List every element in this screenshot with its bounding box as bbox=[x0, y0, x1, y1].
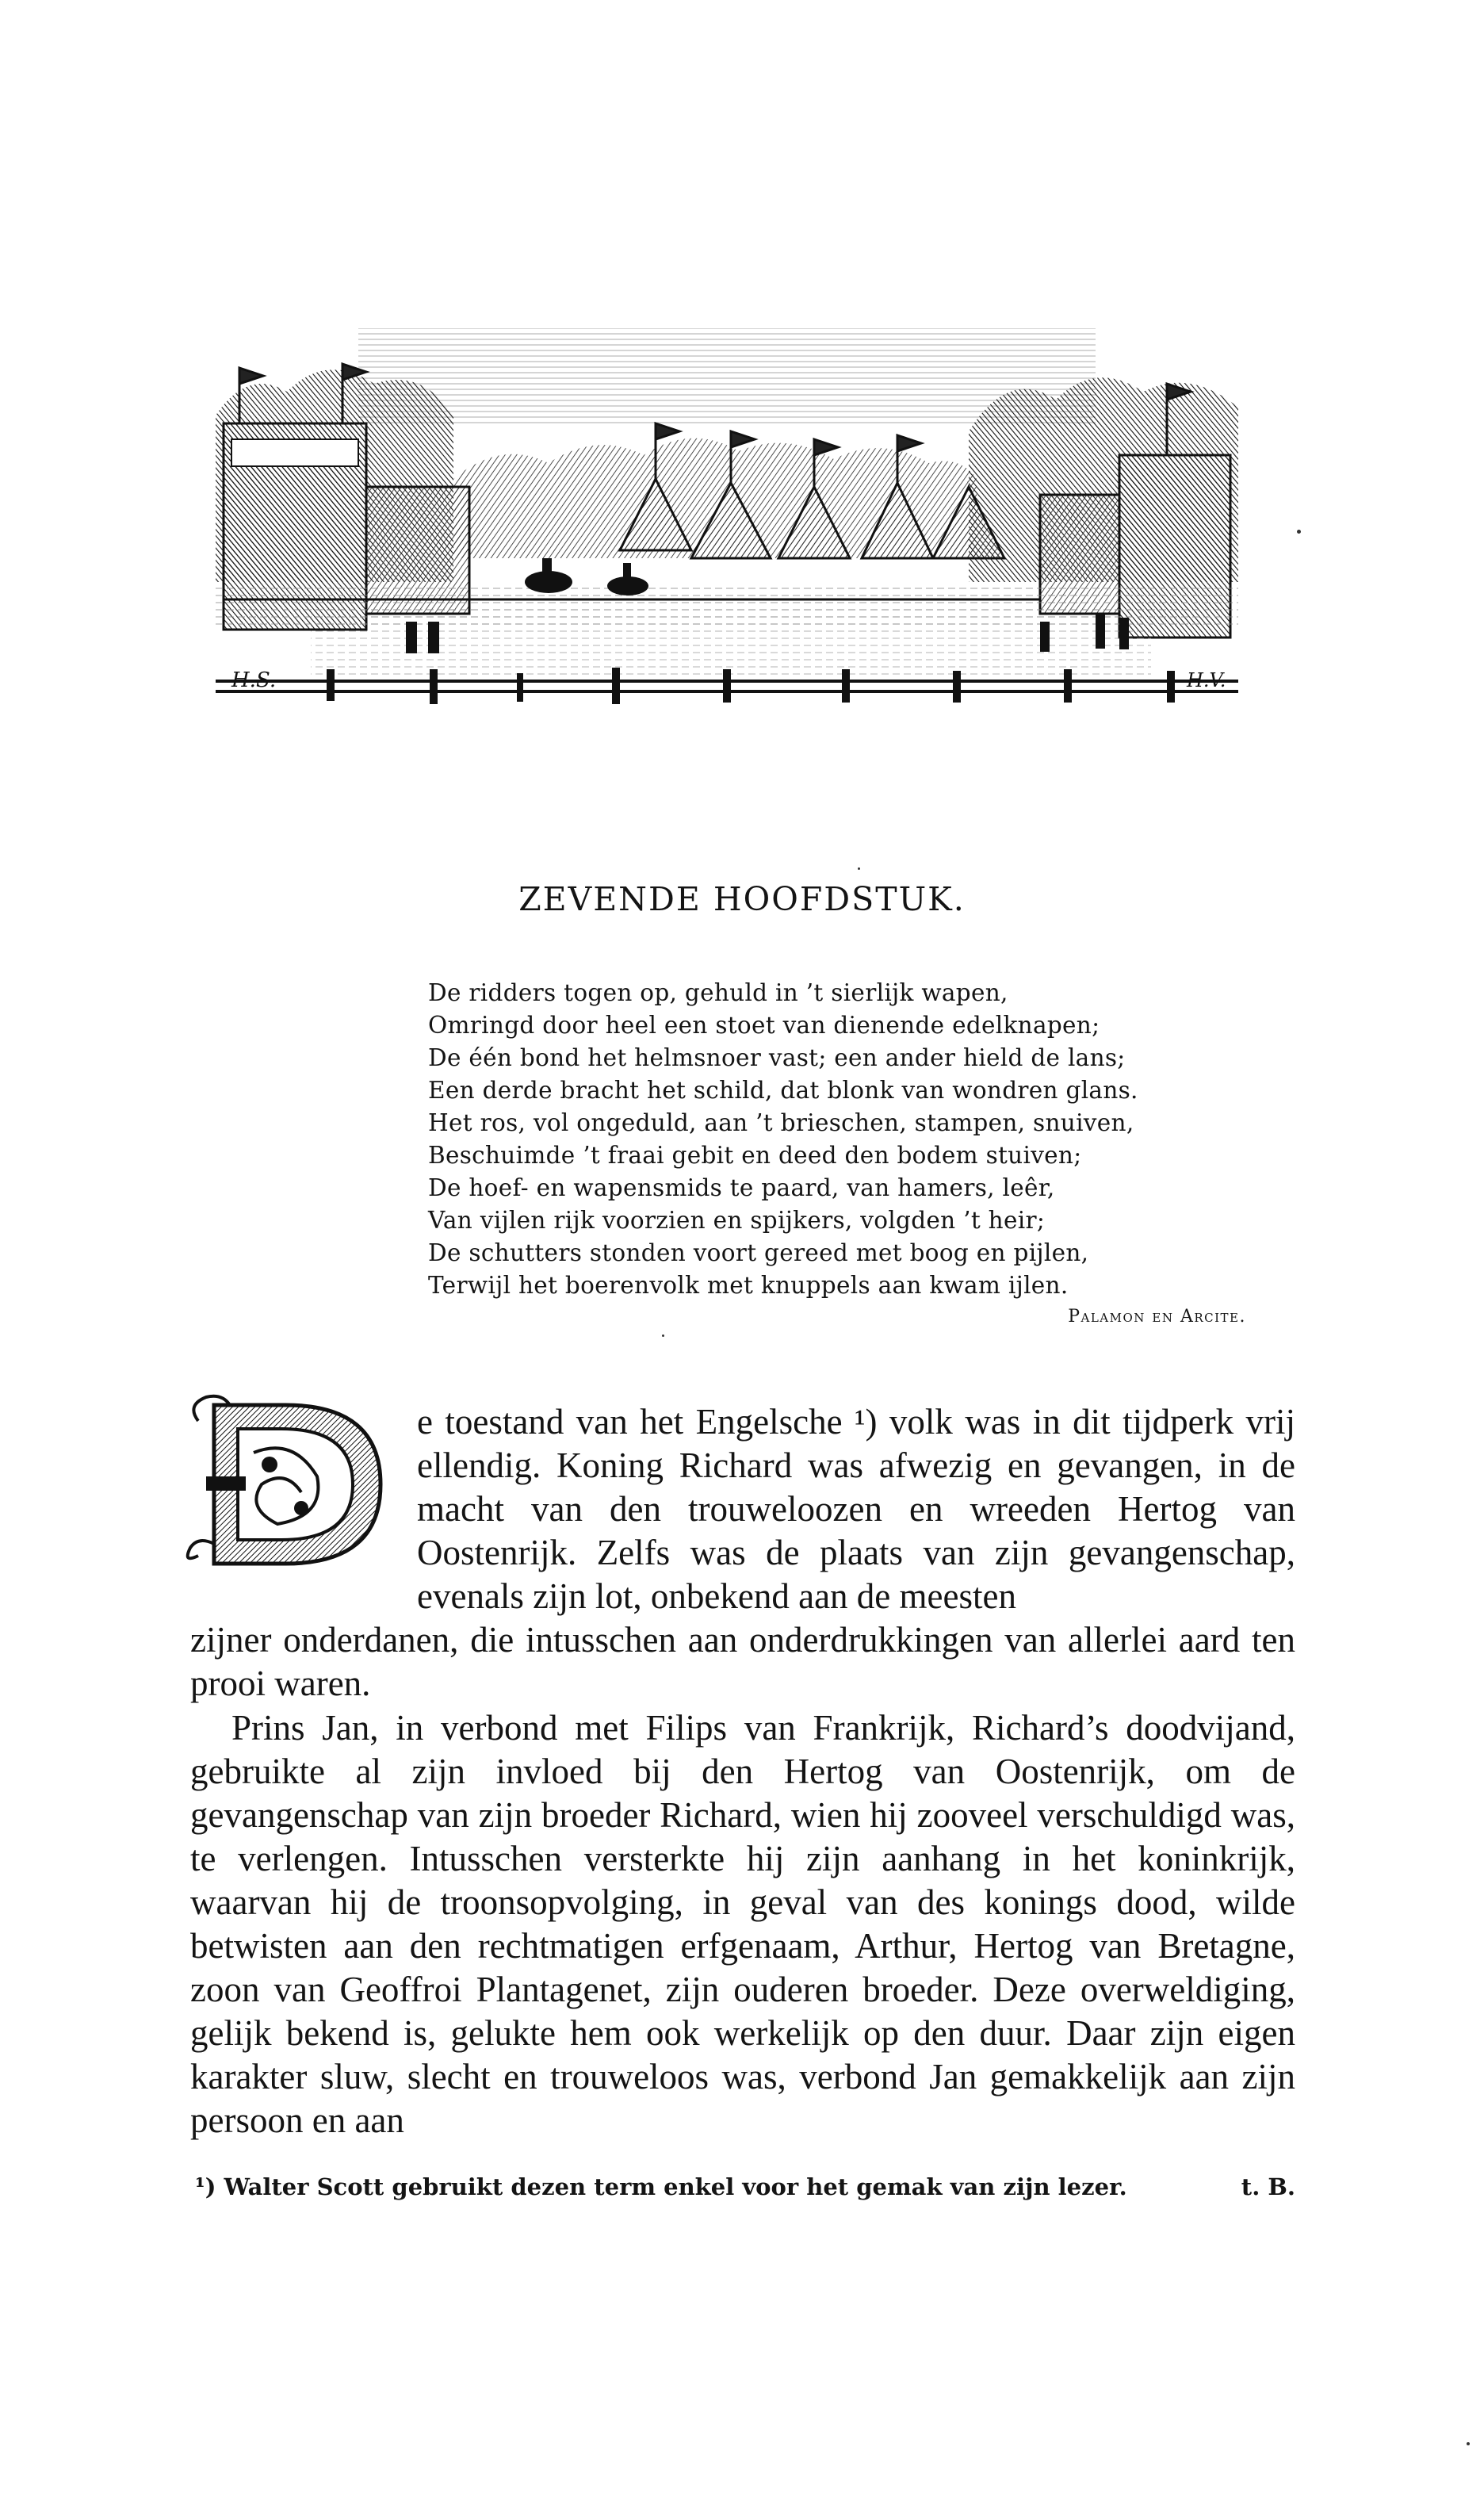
paragraph-1-opening: e toestand van het Engelsche ¹) volk was in dit tijdperk vrij ellendig. Koning Richard was afwezig en gevangen, in de macht van den trouweloozen en wreeden Hertog van Oostenrijk. Zelfs was de plaats van zijn gevangenschap, evenals zijn lot, onbekend aan de meesten bbox=[417, 1402, 1295, 1616]
epigraph-attribution: Palamon en Arcite. bbox=[1068, 1307, 1246, 1327]
verse-line: De ridders togen op, gehuld in ’t sierlijk wapen, bbox=[428, 979, 1008, 1006]
verse-line: Van vijlen rijk voorzien en spijkers, volgden ’t heir; bbox=[428, 1207, 1046, 1234]
tournament-engraving bbox=[216, 320, 1238, 717]
footnote-initials: t. B. bbox=[1241, 2173, 1295, 2200]
verse-line: Beschuimde ’t fraai gebit en deed den bodem stuiven; bbox=[428, 1142, 1082, 1169]
engraver-signature-right: H.V. bbox=[1187, 669, 1226, 691]
verse-line: Een derde bracht het schild, dat blonk van wondren glans. bbox=[428, 1077, 1138, 1104]
decorated-initial bbox=[182, 1389, 398, 1573]
verse-line: Terwijl het boerenvolk met knuppels aan kwam ijlen. bbox=[428, 1272, 1069, 1299]
ink-speck bbox=[1467, 2442, 1470, 2445]
ink-speck bbox=[1297, 530, 1301, 534]
paragraph-1-continuation: zijner onderdanen, die intusschen aan onderdrukkingen van allerlei aard ten prooi waren. bbox=[190, 1620, 1295, 1703]
paragraph-2: Prins Jan, in verbond met Filips van Frankrijk, Richard’s doodvijand, gebruikte al zijn invloed bij den Hertog van Oostenrijk, om de gevangenschap van zijn broeder Richard, wien hij zooveel verschuldigd was, te verlengen. Intusschen versterkte hij zijn aanhang in het koninkrijk, waarvan hij de troonsopvolging, in geval van des konings dood, wilde betwisten aan den rechtmatigen erfgenaam, Arthur, Hertog van Bretagne, zoon van Geoffroi Plantagenet, zijn ouderen broeder. Deze overweldiging, gelijk bekend is, gelukte hem ook werkelijk op den duur. Daar zijn eigen karakter sluw, slecht en trouweloos was, verbond Jan gemakkelijk aan zijn persoon en aan bbox=[190, 1708, 1295, 2140]
tournament-engraving-drawing bbox=[216, 320, 1238, 717]
footnote bbox=[190, 2171, 1295, 2203]
verse-line: Het ros, vol ongeduld, aan ’t brieschen, stampen, snuiven, bbox=[428, 1109, 1134, 1136]
epigraph-verse bbox=[428, 977, 1253, 1302]
chapter-title: ZEVENDE HOOFDSTUK. bbox=[518, 880, 966, 918]
ink-speck bbox=[662, 1334, 664, 1337]
ink-speck bbox=[858, 867, 860, 870]
engraver-signature-left: H.S. bbox=[231, 668, 277, 692]
decorated-initial-d-icon bbox=[182, 1389, 398, 1573]
footnote-text: ¹) Walter Scott gebruikt dezen term enkel voor het gemak van zijn lezer. bbox=[195, 2173, 1127, 2200]
verse-line: De schutters stonden voort gereed met boog en pijlen, bbox=[428, 1239, 1089, 1266]
verse-line: Omringd door heel een stoet van dienende edelknapen; bbox=[428, 1012, 1100, 1039]
verse-line: De één bond het helmsnoer vast; een ander hield de lans; bbox=[428, 1044, 1126, 1071]
verse-line: De hoef- en wapensmids te paard, van hamers, leêr, bbox=[428, 1174, 1055, 1201]
